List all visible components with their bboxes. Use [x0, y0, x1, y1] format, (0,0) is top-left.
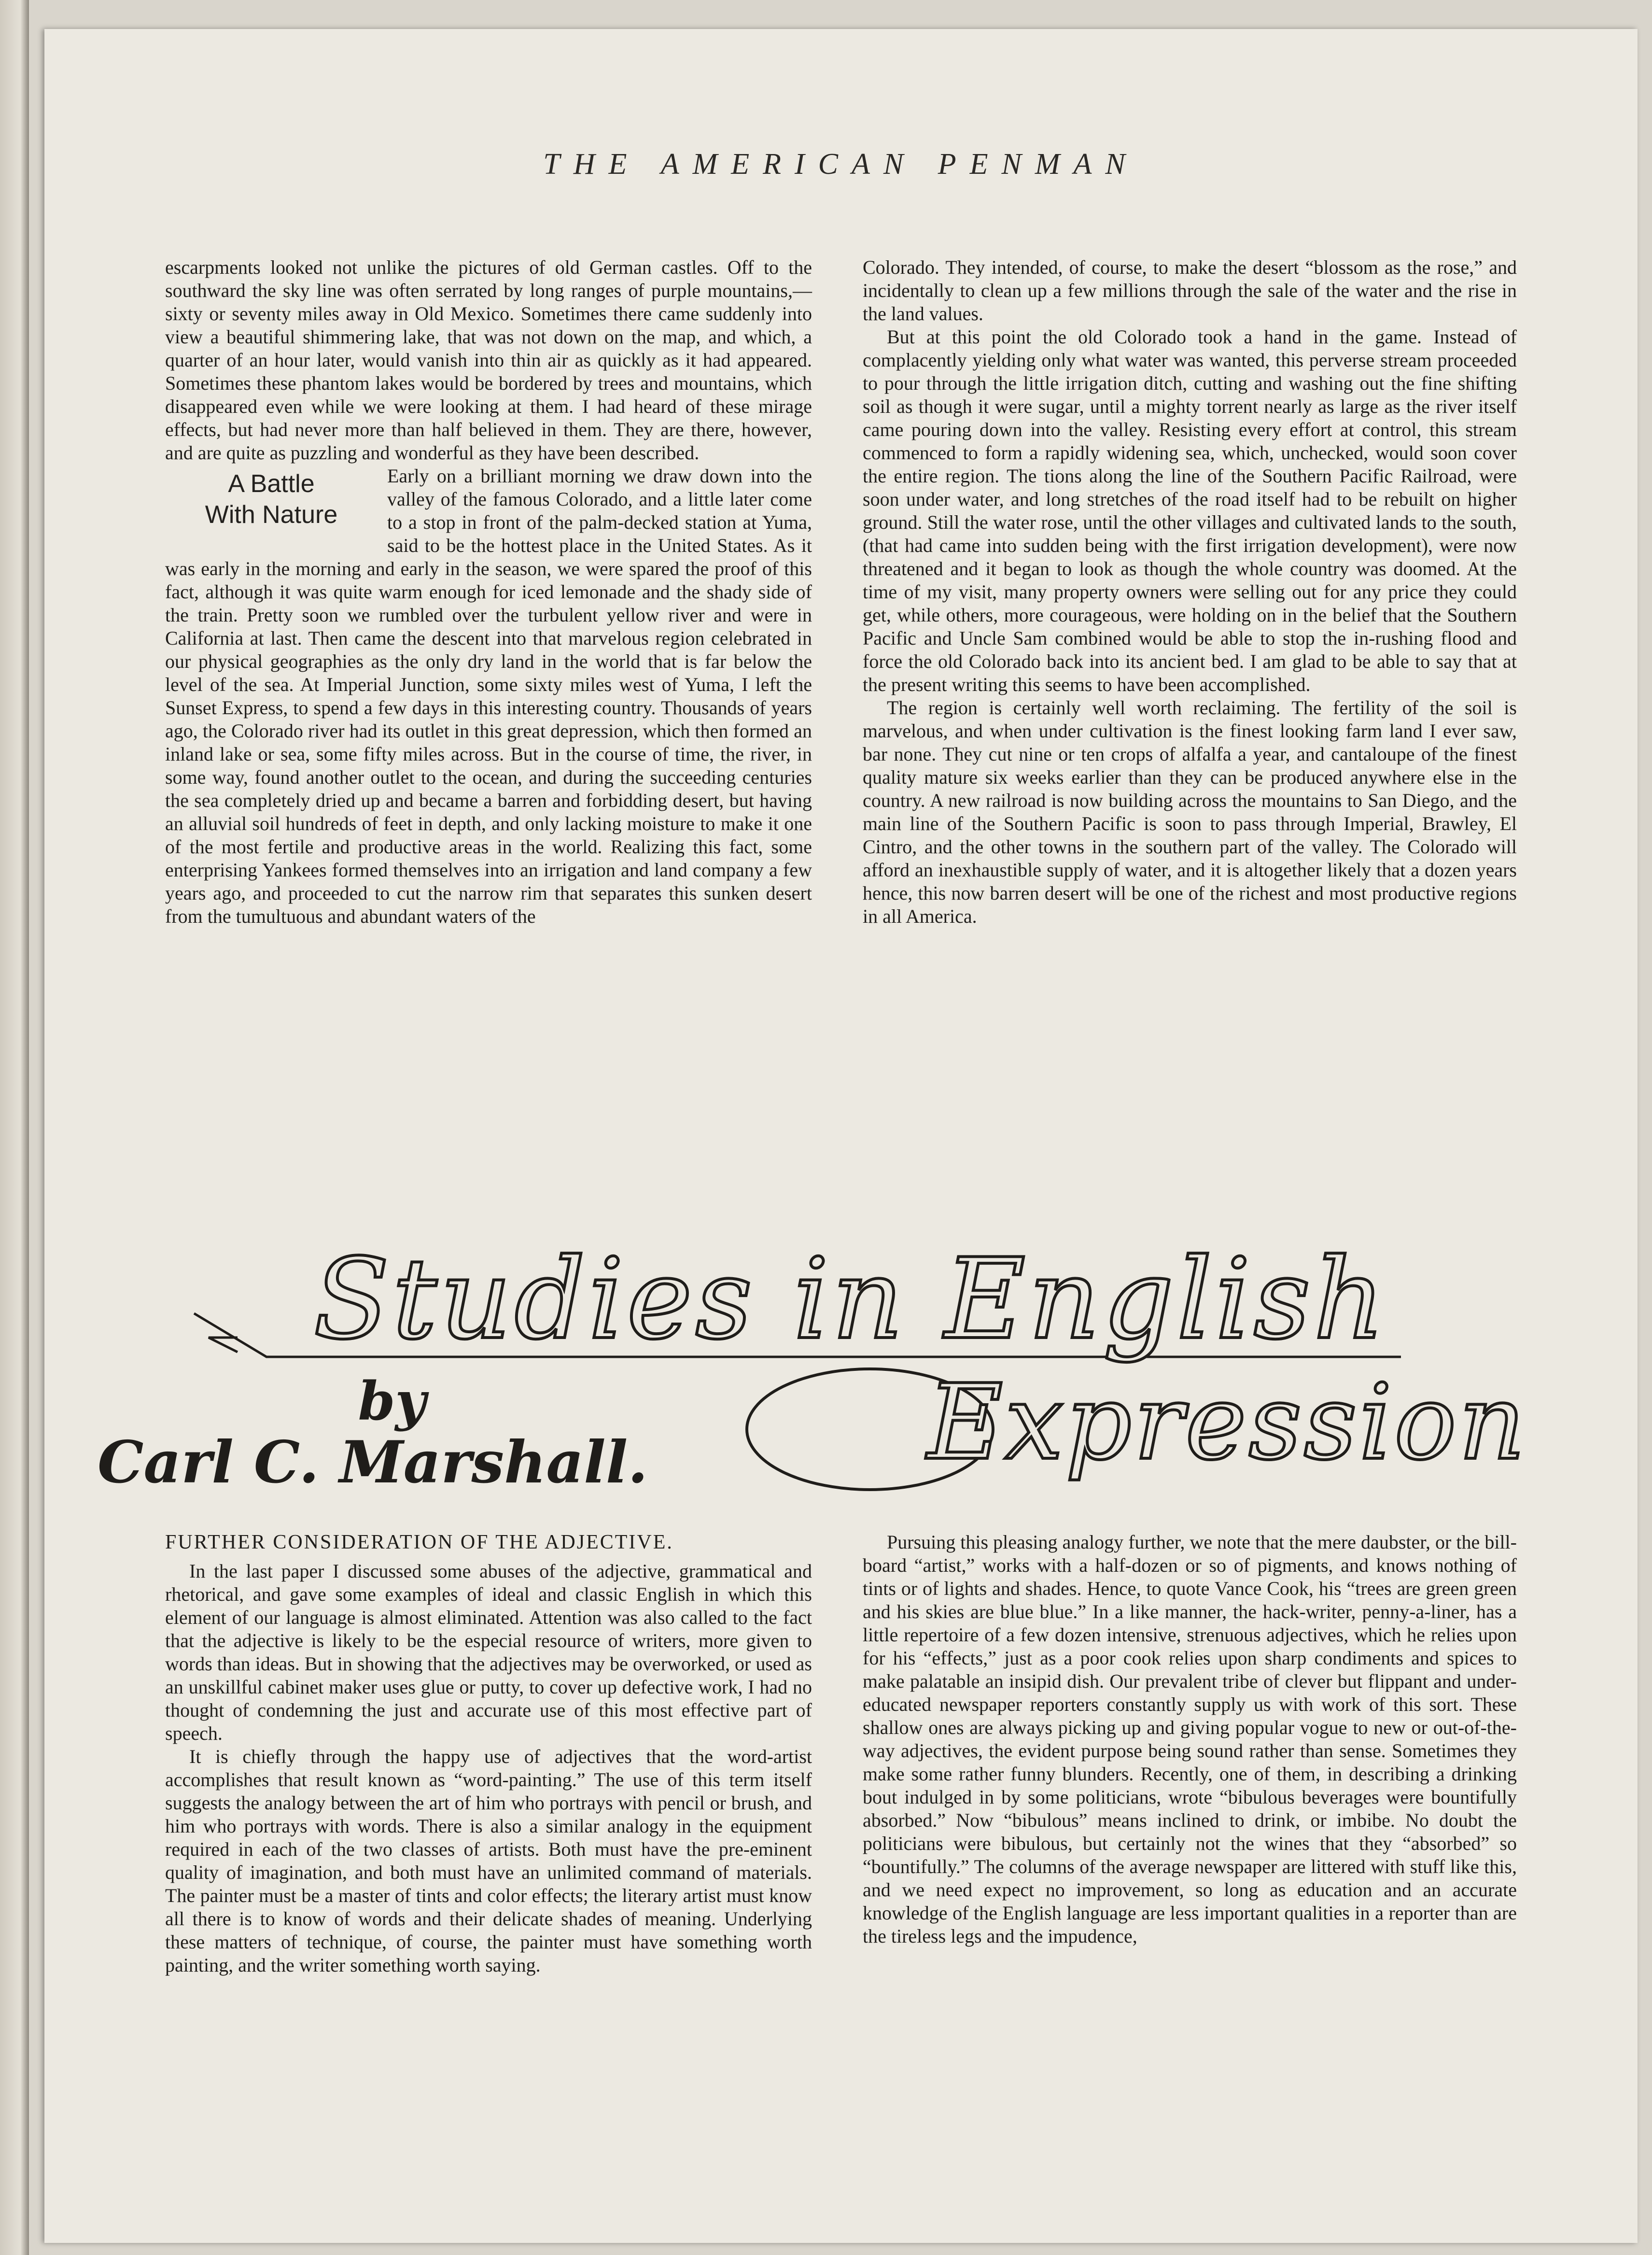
title-author: Carl C. Marshall.: [97, 1428, 648, 1496]
side-heading: [165, 468, 378, 555]
section-title: FURTHER CONSIDERATION OF THE ADJECTIVE.: [165, 1531, 673, 1553]
ornamental-title: [97, 1193, 1527, 1502]
article-one-paragraph: Early on a brilliant morning we draw down into the valley of the famous Colorado, and a little later come to a stop in front of the palm-decked station at Yuma, said to be the hottest place in the United States. As it was early in the morning and early in the season, we were spared the proof of this fact, although it was quite warm enough for iced lemonade and the shady side of the train. Pretty soon we rumbled over the turbulent yellow river and were in California at last. Then came the descent into that marvelous region celebrated in our physical geographies as the only dry land in the world that is far below the level of the sea. At Imperial Junction, some sixty miles west of Yuma, I left the Sunset Express, to spend a few days in this interesting country. Thousands of years ago, the Colorado river had its outlet in this great depression, which then formed an inland lake or sea, some fifty miles across. But in the course of time, the river, in some way, found another outlet to the ocean, and during the succeeding centuries the sea completely dried up and became a barren and forbidding desert, but having an alluvial soil hundreds of feet in depth, and only lacking moisture to make it one of the most fertile and productive areas in the world. Realizing this fact, some enterprising Yankees formed themselves into an irrigation and land company a few years ago, and proceeded to cut the narrow rim that separates this sunken desert from the tumultuous and abundant waters of the: [165, 465, 812, 927]
article-one-paragraph: But at this point the old Colorado took a hand in the game. Instead of complacently yielding only what water was wanted, this perverse stream proceeded to pour through the little irrigation ditch, cutting and washing out the fine shifting soil as though it were sugar, until a mighty torrent nearly as large as the river itself came pouring down into the valley. Resisting every effort at control, this stream commenced to form a rapidly widening sea, which, unchecked, would soon cover the entire region. The tions along the line of the Southern Pacific Railroad, were soon under water, and long stretches of the road itself had to be rebuilt on higher ground. Still the water rose, until the other villages and cultivated lands to the south, (that had came into sudden being with the first irrigation development), were now threatened and it began to look as though the whole country was doomed. At the time of my visit, many property owners were selling out for any price they could get, while others, more courageous, were holding on in the belief that the Southern Pacific and Uncle Sam combined would be able to stop the in-rushing flood and force the old Colorado back into its ancient bed. I am glad to be able to say that at the present writing this seems to have been accomplished.: [863, 326, 1517, 695]
article-one-paragraph: escarpments looked not unlike the pictures of old German castles. Off to the southward the sky line was often serrated by long ranges of purple mountains,—sixty or seventy miles away in Old Mexico. Sometimes there came suddenly into view a beautiful shimmering lake, that was not down on the map, and which, a quarter of an hour later, would vanish into thin air as quickly as it had appeared. Sometimes these phantom lakes would be bordered by trees and mountains, which disappeared even while we were looking at them. I had heard of these mirage effects, but had never more than half believed in them. They are there, however, and are quite as puzzling and wonderful as they have been described.: [165, 256, 812, 464]
article-two-paragraph: In the last paper I discussed some abuses of the adjective, grammatical and rhetorical, and gave some examples of ideal and classic English in which this element of our language is almost eliminated. Attention was also called to the fact that the adjective is likely to be the especial resource of writers, more given to words than ideas. But in showing that the adjectives may be overworked, or used as an unskillful cabinet maker uses glue or putty, to cover up defective work, I had no thought of condemning the just and accurate use of this most effective part of speech.: [165, 1560, 812, 1744]
article-one-left-column: [165, 256, 812, 928]
article-one-paragraph: Colorado. They intended, of course, to make the desert “blossom as the rose,” and incidentally to clean up a few millions through the sale of the water and the rise in the land values.: [863, 256, 1517, 324]
side-heading-line-2: With Nature: [205, 501, 338, 529]
side-heading-line-1: A Battle: [228, 470, 315, 498]
running-head: THE AMERICAN PENMAN: [543, 148, 1139, 181]
title-lettering-svg: [97, 1193, 1527, 1502]
page-content: [97, 29, 1527, 2243]
article-two-paragraph: It is chiefly through the happy use of adjectives that the word-artist accomplishes that result known as “word-painting.” The use of this term itself suggests the analogy between the art of him who portrays with pencil or brush, and him who portrays with words. There is also a similar analogy in the equipment required in each of the two classes of artists. Both must have the pre-eminent quality of imagination, and both must have an unlimited command of materials. The painter must be a master of tints and color effects; the literary artist must know all there is to know of words and their delicate shades of meaning. Underlying these matters of technique, of course, the painter must have something worth painting, and the writer something worth saying.: [165, 1746, 812, 1976]
article-one-paragraph: The region is certainly well worth reclaiming. The fertility of the soil is marvelous, and when under cultivation is the finest looking farm land I ever saw, bar none. They cut nine or ten crops of alfalfa a year, and cantaloupe of the finest quality mature six weeks earlier than they can be produced anywhere else in the country. A new railroad is now building across the mountains to San Diego, and the main line of the Southern Pacific is soon to pass through Imperial, Brawley, El Cintro, and the other towns in the southern part of the valley. The Colorado will afford an inexhaustible supply of water, and it is altogether likely that a dozen years hence, this now barren desert will be one of the richest and most productive regions in all America.: [863, 697, 1517, 927]
magazine-page: [44, 29, 1638, 2243]
article-two-right-column: [863, 1531, 1517, 1948]
article-two-paragraph: Pursuing this pleasing analogy further, we note that the mere daubster, or the bill-board “artist,” works with a half-dozen or so of pigments, and knows nothing of tints or of lights and shades. Hence, to quote Vance Cook, his “trees are green green and his skies are blue blue.” In a like manner, the hack-writer, penny-a-liner, has a little repertoire of a few dozen intensive, strenuous adjectives, which he relies upon for his “effects,” just as a poor cook relies upon sharp condiments and spices to make palatable an insipid dish. Our prevalent tribe of clever but flippant and under-educated newspaper reporters constantly supply us with work of this sort. These shallow ones are always picking up and giving popular vogue to new or out-of-the-way adjectives, the evident purpose being sound rather than sense. Sometimes they make some rather funny blunders. Recently, one of them, in describing a drinking bout indulged in by some politicians, wrote “bibulous beverages were bountifully absorbed.” Now “bibulous” means inclined to drink, or imbibe. No doubt the politicians were bibulous, but certainly not the wines that they “absorbed” so “bountifully.” The columns of the average newspaper are littered with stuff like this, and we need expect no improvement, so long as education and an accurate knowledge of the English language are less important qualities in a reporter than are the tireless legs and the impudence,: [863, 1531, 1517, 1947]
article-one-right-column: [863, 256, 1517, 928]
title-by: by: [358, 1370, 426, 1432]
previous-page-edge: [0, 0, 29, 2255]
title-line-2: Expression: [927, 1362, 1527, 1483]
title-line-1: Studies in English: [313, 1235, 1388, 1364]
title-swash-tip: [209, 1338, 238, 1352]
article-two-left-column: [165, 1531, 812, 1977]
